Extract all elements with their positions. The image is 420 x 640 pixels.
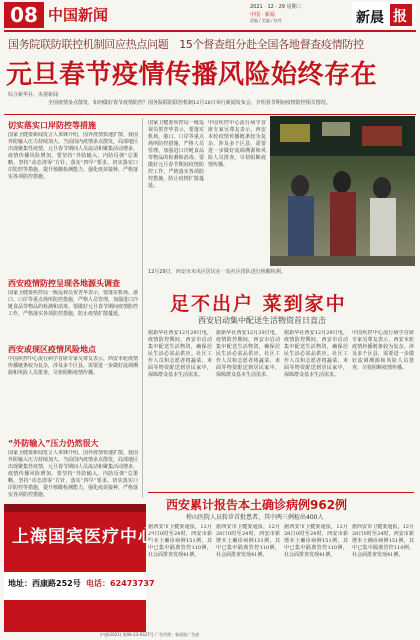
story2-headline: 足不出户 菜到家中 <box>170 293 347 315</box>
svg-text:报: 报 <box>393 9 407 25</box>
col1-text: 国家卫健委新闻发言人米锋介绍，国外疫情快速扩散，我国外防输入压力持续加大。当前国内疫情多点散发，局部地区出现聚集性疫情，元旦春节期间人员流动和聚集活动增多，疫情传播风险增加。要坚持“外防输入、内防反弹”总策略，坚持“动态清零”方针，落实“四早”要求，切实落实口岸防控等措施，提升核酸检测能力，强化疫苗接种，严格落实各项防控措施。 <box>8 132 138 180</box>
col3-text: 中国疾控中心流行病学首席专家吴尊友表示，西安本轮疫情传播链条较为复杂，涉及多个区县，需要进一步做好流调溯源和风险人员排查，尽快阻断疫情传播。 <box>208 120 266 168</box>
advert-top-band <box>4 504 146 512</box>
advert-address: 地址：西康路252号 <box>8 579 81 588</box>
advert-phone: 电话：62473737 <box>86 579 155 588</box>
advert-title: 上海国宾医疗中心 <box>12 527 156 547</box>
header-rule <box>4 30 416 32</box>
issue-date: 2021 · 12 · 29 星期三 <box>250 4 302 10</box>
page-number: 08 <box>4 2 44 28</box>
col1c-text: 中国疾控中心流行病学首席专家吴尊友表示，西安本轮疫情传播链条较为复杂，涉及多个区县，需要进一步做好流调溯源和风险人员排查，尽快阻断疫情传播。 <box>8 356 138 376</box>
story3-col1: 据西安市卫健委通报，12月28日0时至24时，西安市新增本土确诊病例151例，其中已集中隔离管控110例，社会面排查发现41例。 <box>148 524 212 558</box>
subhead-3: 西安或现区疫情风险地点 <box>8 345 96 354</box>
news-photo <box>270 116 415 266</box>
col1d-text: 国家卫健委新闻发言人米锋介绍，国外疫情快速扩散，我国外防输入压力持续加大。当前国内疫情多点散发，局部地区出现聚集性疫情，元旦春节期间人员流动和聚集活动增多，疫情传播风险增加。要坚持“外防输入、内防反弹”总策略，坚持“动态清零”方针，落实“四早”要求，切实落实口岸防控等措施，提升核酸检测能力，强化疫苗接种，严格落实各项防控措施。 <box>8 450 138 498</box>
story2-col1: 据新华社西安12月29日电，疫情防控期间，西安市启动集中配送生活物资，确保居民生活必需品供应。社区工作人员和志愿者将蔬菜、米面等物资配送到居民家中，保障群众基本生活需求。 <box>148 330 212 378</box>
story2-col2: 据新华社西安12月29日电，疫情防控期间，西安市启动集中配送生活物资，确保居民生活必需品供应。社区工作人员和志愿者将蔬菜、米面等物资配送到居民家中，保障群众基本生活需求。 <box>216 330 280 378</box>
story2-col4: 中国疾控中心流行病学首席专家吴尊友表示，西安本轮疫情传播链条较为复杂，涉及多个区县，需要进一步做好流调溯源和风险人员排查，尽快阻断疫情传播。 <box>352 330 414 371</box>
lead-intro: 全国疫情多点散发，如何做好春节疫情防控？国务院联防联控机制12月28日举行新闻发布会，介绍春节期间疫情防控相关情况。 <box>48 100 331 106</box>
lead-headline: 元旦春节疫情传播风险始终存在 <box>6 60 378 90</box>
col1b-text: 国家卫健委疾控局一级巡视员贺青华表示，要落实机场、港口、口岸等重点场所防控措施，严格人员管理，加强进口冷链食品等物品的检测和消毒。要做好元旦春节期间疫情防控工作，严格落实各项防控措施，防止疫情扩散蔓延。 <box>8 290 138 317</box>
subhead-4: “外防输入”压力仍然很大 <box>8 439 99 448</box>
story3-headline: 西安累计报告本土确诊病例962例 <box>166 498 348 512</box>
lead-kicker: 国务院联防联控机制回应热点问题 15个督查组分赴全国各地督查疫情防控 <box>8 38 364 51</box>
story3-col2: 据西安市卫健委通报，12月28日0时至24时，西安市新增本土确诊病例151例，其中已集中隔离管控110例，社会面排查发现41例。 <box>216 524 280 558</box>
subhead-1: 切实落实口岸防控等措施 <box>8 121 96 130</box>
newspaper-logo <box>352 0 416 30</box>
editor-credits: 责编 / 美编 / 校对 <box>250 18 282 23</box>
story2-col3: 据新华社西安12月29日电，疫情防控期间，西安市启动集中配送生活物资，确保居民生活必需品供应。社区工作人员和志愿者将蔬菜、米面等物资配送到居民家中，保障群众基本生活需求。 <box>284 330 348 378</box>
section-title: 中国新闻 <box>48 6 109 24</box>
header-subline: 中国 · 新闻 <box>250 12 275 18</box>
lead-byline: 综合新华社、央视新闻 <box>8 92 59 98</box>
story3-col4: 据西安市卫健委通报，12月28日0时至24时，西安市新增本土确诊病例151例，其中已集中隔离管控110例，社会面排查发现41例。 <box>352 524 414 558</box>
story3-subhead: 栓山医院人员转诊首批患者，其中两三例检出400人 <box>186 514 324 521</box>
section-rule <box>4 114 416 115</box>
story3-col3: 据西安市卫健委通报，12月28日0时至24时，西安市新增本土确诊病例151例，其中已集中隔离管控110例，社会面排查发现41例。 <box>284 524 348 558</box>
subhead-2: 西安疫情防控呈现各地源头调查 <box>8 279 120 288</box>
footer-imprint: 沪通(2021) 第06-23-0327号 广告代理：新晨报广告部 <box>100 632 200 637</box>
col2-text: 国家卫健委疾控局一级巡视员贺青华表示，要落实机场、港口、口岸等重点场所防控措施，严格人员管理，加强进口冷链食品等物品的检测和消毒。要做好元旦春节期间疫情防控工作，严格落实各项防控措施，防止疫情扩散蔓延。 <box>148 120 204 189</box>
svg-text:新晨: 新晨 <box>356 10 384 26</box>
photo-caption: 12月29日，西安市未央区居民在一处社区排队进行核酸检测。 <box>148 269 286 275</box>
story3-rule <box>148 492 414 493</box>
column-divider <box>142 118 143 498</box>
story2-subhead: 西安启动集中配送生活物资首日直击 <box>198 316 326 325</box>
